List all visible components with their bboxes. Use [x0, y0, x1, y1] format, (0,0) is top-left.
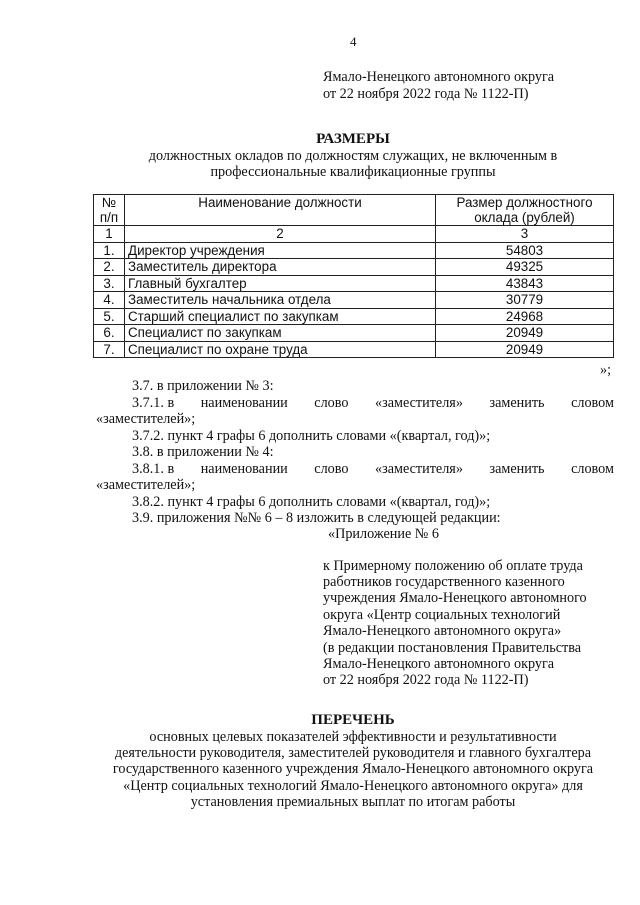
- index-cell: 1: [94, 226, 125, 243]
- page-number: 4: [350, 34, 357, 49]
- closing-quote: »;: [600, 362, 612, 378]
- title-sizes-heading: РАЗМЕРЫ: [316, 131, 390, 147]
- appendix-line: учреждения Ямало-Ненецкого автономного: [323, 590, 587, 606]
- word: «заместителя»: [375, 461, 463, 477]
- table-row: [94, 325, 614, 342]
- row-number: 2.: [94, 259, 125, 276]
- table-row: [94, 341, 614, 358]
- row-number: 5.: [94, 308, 125, 325]
- title-list-line: «Центр социальных технологий Ямало-Ненецкого автономного округа» для: [123, 778, 583, 794]
- paragraph-3-7-2: 3.7.2. пункт 4 графы 6 дополнить словами «(квартал, год)»;: [132, 428, 491, 444]
- appendix-line: от 22 ноября 2022 года № 1122-П): [323, 672, 529, 688]
- title-list-line: деятельности руководителя, заместителей руководителя и главного бухгалтера: [114, 745, 592, 761]
- paragraph-3-7-1-cont: «заместителей»;: [96, 411, 196, 427]
- word: 3.7.1. в: [132, 395, 175, 411]
- title-list-heading: ПЕРЕЧЕНЬ: [311, 712, 395, 728]
- word: словом: [571, 461, 614, 477]
- word: 3.8.1. в: [132, 461, 175, 477]
- table-row: [94, 292, 614, 309]
- header-salary-line1: Размер должностного: [456, 195, 593, 210]
- header-name: Наименование должности: [125, 195, 436, 226]
- title-list-line: установления премиальных выплат по итогам работы: [190, 794, 516, 810]
- table-row: [94, 308, 614, 325]
- row-number: 7.: [94, 341, 125, 358]
- paragraph-3-8-1-cont: «заместителей»;: [96, 477, 196, 493]
- index-cell: 2: [125, 226, 436, 243]
- paragraph-3-8-2: 3.8.2. пункт 4 графы 6 дополнить словами «(квартал, год)»;: [132, 494, 491, 510]
- header-num-line2: п/п: [99, 210, 119, 225]
- index-cell: 3: [436, 226, 614, 243]
- appendix-line: к Примерному положению об оплате труда: [323, 558, 583, 574]
- word: наименовании: [200, 461, 288, 477]
- row-position: Заместитель директора: [125, 259, 436, 276]
- word: слово: [314, 395, 349, 411]
- row-salary: 24968: [436, 308, 614, 325]
- row-position: Главный бухгалтер: [125, 275, 436, 292]
- paragraph-3-8: 3.8. в приложении № 4:: [132, 444, 274, 460]
- table-row: [94, 275, 614, 292]
- word: заменить: [489, 461, 545, 477]
- row-salary: 54803: [436, 242, 614, 259]
- table-index-row: [94, 226, 614, 243]
- row-salary: 20949: [436, 325, 614, 342]
- paragraph-3-7: 3.7. в приложении № 3:: [132, 378, 274, 394]
- appendix-line: Ямало-Ненецкого автономного округа: [323, 656, 555, 672]
- word: слово: [314, 461, 349, 477]
- appendix-line: округа «Центр социальных технологий: [323, 607, 561, 623]
- header-salary: [436, 195, 614, 226]
- row-number: 4.: [94, 292, 125, 309]
- appendix-line: (в редакции постановления Правительства: [323, 640, 582, 656]
- appendix-line: работников государственного казенного: [323, 574, 565, 590]
- title-list-line: основных целевых показателей эффективности и результативности: [149, 729, 557, 745]
- row-salary: 43843: [436, 275, 614, 292]
- row-number: 3.: [94, 275, 125, 292]
- header-salary-line2: оклада (рублей): [474, 210, 575, 225]
- header-num: [94, 195, 125, 226]
- word: «заместителя»: [375, 395, 463, 411]
- row-salary: 49325: [436, 259, 614, 276]
- table-header-row: [94, 195, 614, 226]
- row-salary: 30779: [436, 292, 614, 309]
- table-row: [94, 259, 614, 276]
- header-line-2: от 22 ноября 2022 года № 1122-П): [323, 86, 529, 102]
- word: заменить: [489, 395, 545, 411]
- paragraph-3-7-1: [132, 395, 614, 411]
- row-position: Заместитель начальника отдела: [125, 292, 436, 309]
- appendix-label: «Приложение № 6: [328, 526, 439, 542]
- appendix-line: Ямало-Ненецкого автономного округа»: [323, 623, 562, 639]
- title-list-line: государственного казенного учреждения Ямало-Ненецкого автономного округа: [112, 761, 594, 777]
- header-line-1: Ямало-Ненецкого автономного округа: [323, 69, 555, 85]
- row-number: 6.: [94, 325, 125, 342]
- table-row: [94, 242, 614, 259]
- row-position: Старший специалист по закупкам: [125, 308, 436, 325]
- title-sizes-sub2: профессиональные квалификационные группы: [210, 164, 496, 180]
- row-position: Директор учреждения: [125, 242, 436, 259]
- header-num-line1: №: [101, 195, 117, 210]
- row-number: 1.: [94, 242, 125, 259]
- row-position: Специалист по закупкам: [125, 325, 436, 342]
- title-sizes-sub1: должностных окладов по должностям служащих, не включенным в: [148, 148, 558, 164]
- paragraph-3-8-1: [132, 461, 614, 477]
- word: наименовании: [200, 395, 288, 411]
- row-position: Специалист по охране труда: [125, 341, 436, 358]
- salary-table: [93, 194, 614, 358]
- word: словом: [571, 395, 614, 411]
- paragraph-3-9: 3.9. приложения №№ 6 – 8 изложить в следующей редакции:: [132, 510, 501, 526]
- row-salary: 20949: [436, 341, 614, 358]
